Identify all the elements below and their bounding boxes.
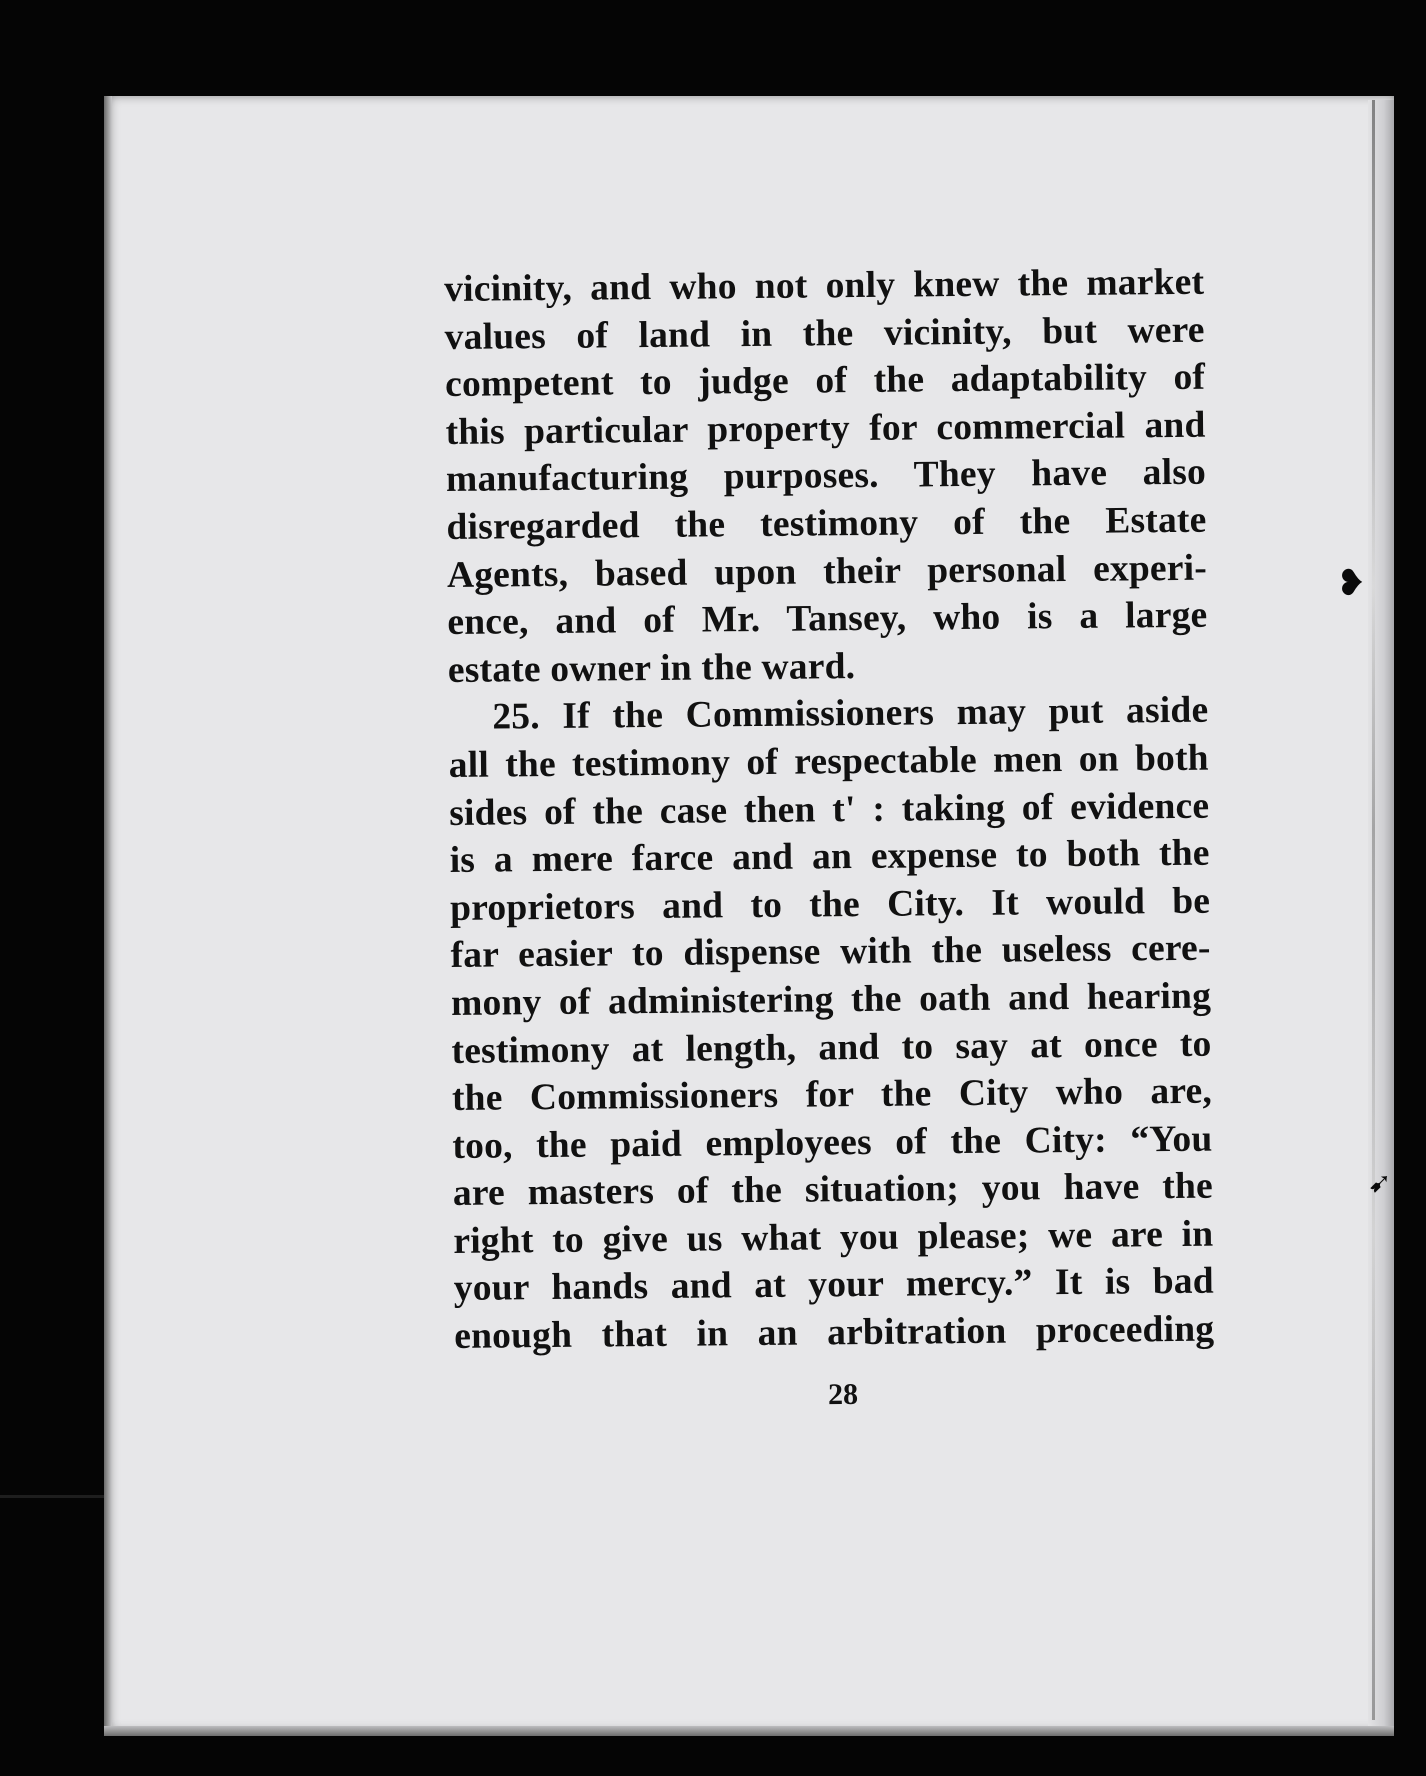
- text-line: the Commissioners for the City who are,: [451, 1070, 1213, 1120]
- text-line: Agents, based upon their personal experi-: [446, 547, 1208, 596]
- text-line: your hands and at your mercy.” It is bad: [453, 1261, 1214, 1310]
- text-line: this particular property for commercial and: [445, 404, 1206, 453]
- text-line: ence, and of Mr. Tansey, who is a large: [447, 594, 1208, 644]
- text-line: estate owner in the ward.: [447, 645, 856, 691]
- text-line: testimony at length, and to say at once to: [451, 1023, 1212, 1072]
- text-line: disregarded the testimony of the Estate: [446, 499, 1207, 548]
- paragraph-start-line: 25. If the Commissioners may put aside: [492, 690, 1209, 738]
- text-line: sides of the case then t' : taking of evidence: [449, 785, 1210, 834]
- page-bottom-edge: [104, 1726, 1394, 1736]
- text-line: manufacturing purposes. They have also: [445, 452, 1207, 501]
- text-line: competent to judge of the adaptability of: [444, 356, 1206, 406]
- page-left-edge: [104, 96, 112, 1736]
- body-text: [444, 259, 1214, 1361]
- text-line: mony of administering the oath and hearing: [450, 975, 1212, 1024]
- text-line: proprietors and to the City. It would be: [449, 880, 1211, 929]
- text-line: right to give us what you please; we are in: [453, 1213, 1214, 1262]
- text-line: values of land in the vicinity, but were: [444, 309, 1205, 358]
- text-line: far easier to dispense with the useless cere-: [450, 927, 1211, 977]
- text-line: too, the paid employees of the City: “You: [452, 1118, 1213, 1167]
- ink-blot-mark: ➹: [1368, 1166, 1392, 1199]
- gutter-line: [1372, 100, 1375, 1720]
- text-line: vicinity, and who not only knew the market: [444, 261, 1205, 310]
- page-number: 28: [827, 1377, 859, 1412]
- ink-blot-mark: ❥: [1336, 563, 1367, 604]
- text-line: is a mere farce and an expense to both the: [449, 832, 1210, 882]
- scan-artifact-line: [0, 1495, 104, 1498]
- text-line: enough that in an arbitration proceeding: [454, 1308, 1215, 1358]
- text-line: all the testimony of respectable men on both: [448, 737, 1209, 786]
- text-line: are masters of the situation; you have the: [452, 1165, 1214, 1215]
